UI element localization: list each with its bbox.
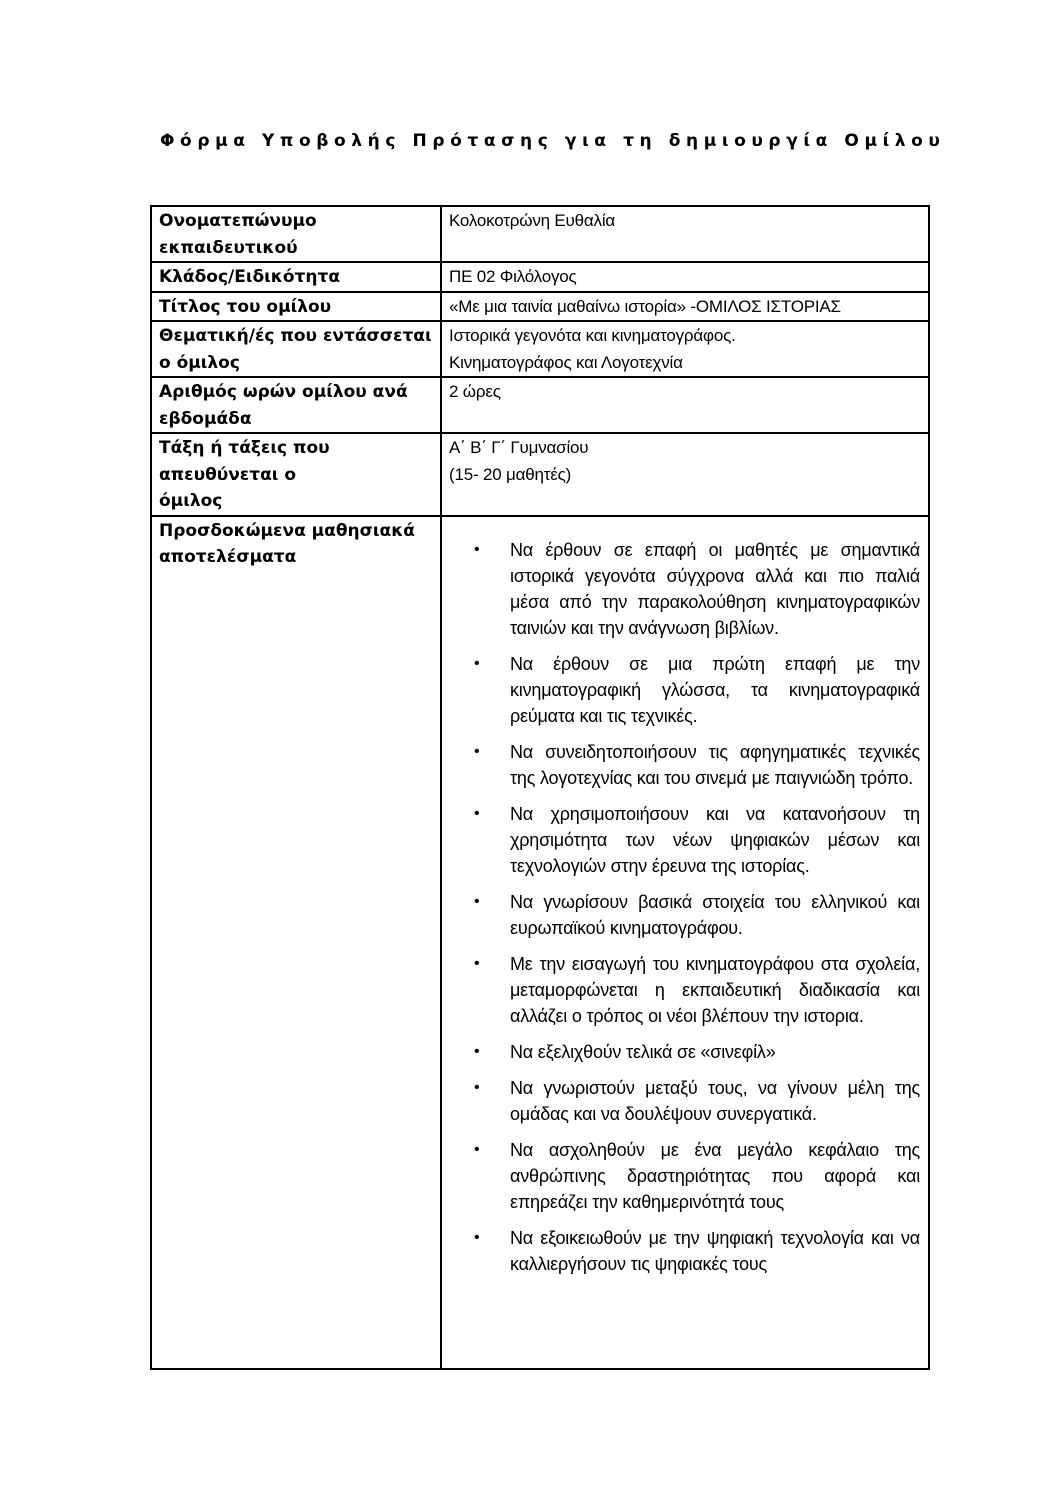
value-learning-outcomes	[441, 516, 929, 1369]
outcome-text: Να έρθουν σε μια πρώτη επαφή με την κινηματογραφική γλώσσα, τα κινηματογραφικά ρεύματα και τις τεχνικές.	[510, 653, 920, 726]
label-line: εβδομάδα	[159, 408, 252, 429]
label-line: απευθύνεται ο	[159, 464, 297, 485]
table-row-target-classes	[151, 433, 929, 516]
value-line: (15- 20 μαθητές)	[449, 464, 572, 484]
table-row-learning-outcomes	[151, 516, 929, 1369]
label-line: Θεματική/ές που εντάσσεται	[159, 326, 432, 346]
list-item	[474, 801, 920, 879]
list-item	[474, 951, 920, 1029]
list-item	[474, 651, 920, 729]
list-item	[474, 889, 920, 941]
value-line: Κολοκοτρώνη Ευθαλία	[449, 211, 616, 230]
label-club-title	[151, 292, 441, 322]
list-item	[474, 1075, 920, 1127]
bullet-icon: •	[474, 954, 480, 972]
label-target-classes	[151, 433, 441, 516]
table-row-club-title	[151, 292, 929, 322]
value-line: ΠΕ 02 Φιλόλογος	[449, 267, 577, 286]
label-line: Αριθμός ωρών ομίλου ανά	[159, 382, 408, 402]
bullet-icon: •	[474, 742, 480, 760]
value-line: Α΄ Β΄ Γ΄ Γυμνασίου	[449, 438, 589, 457]
value-specialty	[441, 262, 929, 292]
bullet-icon: •	[474, 892, 480, 910]
list-item	[474, 537, 920, 641]
label-line: όμιλος	[159, 491, 223, 511]
label-theme	[151, 321, 441, 377]
value-weekly-hours	[441, 377, 929, 433]
label-line: Τίτλος του ομίλου	[159, 296, 332, 317]
proposal-form-table	[150, 205, 930, 1370]
value-line: 2 ώρες	[449, 382, 501, 401]
label-weekly-hours	[151, 377, 441, 433]
outcomes-list	[474, 537, 920, 1287]
label-line: Τάξη ή τάξεις που	[159, 438, 330, 458]
bullet-icon: •	[474, 804, 480, 822]
label-line: αποτελέσματα	[159, 547, 297, 567]
document-title: Φόρμα Υποβολής Πρότασης για τη δημιουργία Ομίλου	[160, 131, 946, 151]
bullet-icon: •	[474, 1042, 480, 1060]
bullet-icon: •	[474, 654, 480, 672]
bullet-icon: •	[474, 1078, 480, 1096]
value-theme	[441, 321, 929, 377]
bullet-icon: •	[474, 1228, 480, 1246]
table-row-theme	[151, 321, 929, 377]
outcome-text: Να εξελιχθούν τελικά σε «σινεφίλ»	[510, 1041, 776, 1062]
table-row-teacher-name	[151, 206, 929, 262]
table-row-specialty	[151, 262, 929, 292]
outcome-text: Να γνωρίσουν βασικά στοιχεία του ελληνικού και ευρωπαϊκού κινηματογράφου.	[510, 891, 920, 938]
label-teacher-name	[151, 206, 441, 262]
outcomes-container	[442, 517, 920, 1367]
label-line: ο όμιλος	[159, 352, 240, 373]
outcome-text: Με την εισαγωγή του κινηματογράφου στα σχολεία, μεταμορφώνεται η εκπαιδευτική διαδικασία και αλλάζει ο τρόπος οι νέοι βλέπουν την ιστορια.	[510, 953, 920, 1026]
label-learning-outcomes	[151, 516, 441, 1369]
list-item	[474, 1137, 920, 1215]
bullet-icon: •	[474, 540, 480, 558]
label-line: Ονοματεπώνυμο	[159, 211, 317, 231]
list-item	[474, 1039, 920, 1065]
table-row-weekly-hours	[151, 377, 929, 433]
list-item	[474, 1225, 920, 1277]
value-line: «Με μια ταινία μαθαίνω ιστορία» -ΟΜΙΛΟΣ ΙΣΤΟΡΙΑΣ	[449, 296, 841, 316]
list-item	[474, 739, 920, 791]
outcome-text: Να εξοικειωθούν με την ψηφιακή τεχνολογία και να καλλιεργήσουν τις ψηφιακές τους	[510, 1227, 920, 1274]
bullet-icon: •	[474, 1140, 480, 1158]
label-line: εκπαιδευτικού	[159, 237, 298, 258]
value-line: Ιστορικά γεγονότα και κινηματογράφος.	[449, 326, 736, 345]
label-line: Κλάδος/Ειδικότητα	[159, 267, 341, 287]
outcome-text: Να χρησιμοποιήσουν και να κατανοήσουν τη χρησιμότητα των νέων ψηφιακών μέσων και τεχνολογιών στην έρευνα της ιστορίας.	[510, 803, 920, 876]
value-target-classes	[441, 433, 929, 516]
outcome-text: Να έρθουν σε επαφή οι μαθητές με σημαντικά ιστορικά γεγονότα σύγχρονα αλλά και πιο παλιά μέσα από την παρακολούθηση κινηματογραφικών ταινιών και την ανάγνωση βιβλίων.	[510, 539, 920, 638]
value-line: Κινηματογράφος και Λογοτεχνία	[449, 352, 683, 372]
outcome-text: Να γνωριστούν μεταξύ τους, να γίνουν μέλη της ομάδας και να δουλέψουν συνεργατικά.	[510, 1077, 920, 1124]
value-club-title	[441, 292, 929, 322]
label-line: Προσδοκώμενα μαθησιακά	[159, 520, 415, 541]
outcome-text: Να συνειδητοποιήσουν τις αφηγηματικές τεχνικές της λογοτεχνίας και του σινεμά με παιγνιώδη τρόπο.	[510, 741, 920, 788]
outcome-text: Να ασχοληθούν με ένα μεγάλο κεφάλαιο της ανθρώπινης δραστηριότητας που αφορά και επηρεάζει την καθημερινότητά τους	[510, 1139, 920, 1212]
value-teacher-name	[441, 206, 929, 262]
label-specialty	[151, 262, 441, 292]
